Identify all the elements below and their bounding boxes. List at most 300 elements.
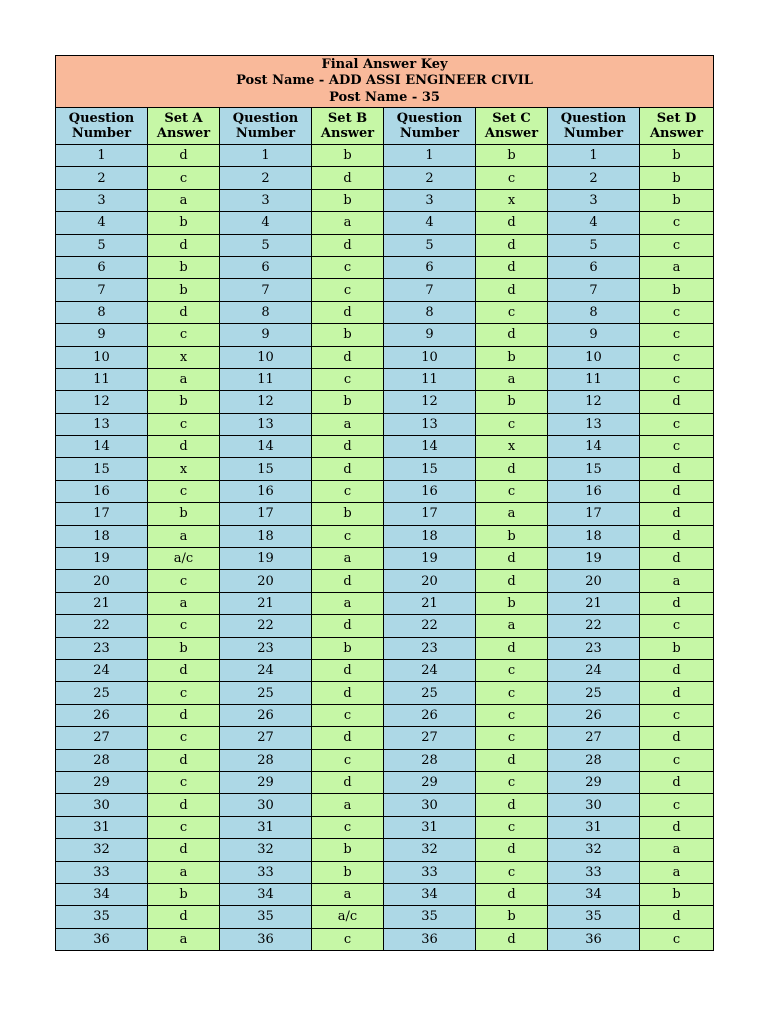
question-number-cell: 15	[384, 458, 476, 480]
question-number-cell: 7	[384, 279, 476, 301]
set-d-answer-cell: d	[640, 592, 714, 614]
question-number-cell: 27	[384, 727, 476, 749]
set-b-answer-cell: c	[312, 256, 384, 278]
set-c-answer-cell: c	[476, 413, 548, 435]
set-a-answer-cell: c	[148, 615, 220, 637]
question-number-cell: 12	[220, 391, 312, 413]
question-number-cell: 35	[56, 906, 148, 928]
question-number-cell: 32	[384, 839, 476, 861]
question-number-cell: 33	[56, 861, 148, 883]
question-number-cell: 12	[384, 391, 476, 413]
set-c-answer-cell: d	[476, 212, 548, 234]
question-number-cell: 19	[220, 548, 312, 570]
set-a-answer-cell: b	[148, 883, 220, 905]
set-d-answer-cell: c	[640, 615, 714, 637]
set-c-answer-cell: b	[476, 592, 548, 614]
set-b-answer-cell: d	[312, 458, 384, 480]
set-c-answer-cell: d	[476, 279, 548, 301]
set-b-answer-cell: d	[312, 346, 384, 368]
table-row	[56, 637, 714, 659]
question-number-cell: 6	[384, 256, 476, 278]
set-a-answer-cell: c	[148, 413, 220, 435]
set-b-answer-cell: c	[312, 928, 384, 950]
question-number-cell: 4	[384, 212, 476, 234]
set-a-answer-cell: b	[148, 279, 220, 301]
set-b-answer-cell: b	[312, 145, 384, 167]
set-d-answer-cell: c	[640, 749, 714, 771]
set-a-answer-cell: b	[148, 256, 220, 278]
set-c-answer-cell: d	[476, 324, 548, 346]
title-line-2: Post Name - ADD ASSI ENGINEER CIVIL	[236, 73, 533, 89]
question-number-cell: 6	[220, 256, 312, 278]
question-number-cell: 26	[56, 704, 148, 726]
set-d-answer-cell: a	[640, 570, 714, 592]
set-d-answer-cell: c	[640, 234, 714, 256]
question-number-cell: 19	[384, 548, 476, 570]
question-number-cell: 11	[220, 368, 312, 390]
question-number-cell: 11	[548, 368, 640, 390]
question-number-cell: 5	[548, 234, 640, 256]
set-b-answer-cell: c	[312, 279, 384, 301]
set-b-answer-cell: a/c	[312, 906, 384, 928]
answer-key-table	[55, 55, 714, 951]
set-b-answer-cell: a	[312, 883, 384, 905]
set-a-answer-cell: x	[148, 458, 220, 480]
question-number-cell: 19	[548, 548, 640, 570]
question-number-cell: 17	[220, 503, 312, 525]
table-row	[56, 212, 714, 234]
set-d-answer-cell: d	[640, 391, 714, 413]
set-a-answer-cell: d	[148, 301, 220, 323]
set-c-answer-cell: c	[476, 816, 548, 838]
set-a-answer-cell: b	[148, 391, 220, 413]
table-row	[56, 145, 714, 167]
set-c-answer-cell: d	[476, 234, 548, 256]
header-set-c-answer: Set C Answer	[476, 108, 548, 145]
question-number-cell: 9	[384, 324, 476, 346]
question-number-cell: 14	[56, 436, 148, 458]
question-number-cell: 4	[548, 212, 640, 234]
set-c-answer-cell: c	[476, 167, 548, 189]
question-number-cell: 1	[548, 145, 640, 167]
question-number-cell: 36	[56, 928, 148, 950]
question-number-cell: 9	[548, 324, 640, 346]
table-row	[56, 659, 714, 681]
question-number-cell: 33	[384, 861, 476, 883]
question-number-cell: 8	[548, 301, 640, 323]
set-b-answer-cell: d	[312, 436, 384, 458]
question-number-cell: 15	[56, 458, 148, 480]
set-d-answer-cell: d	[640, 480, 714, 502]
table-row	[56, 503, 714, 525]
question-number-cell: 1	[56, 145, 148, 167]
question-number-cell: 18	[548, 525, 640, 547]
question-number-cell: 2	[56, 167, 148, 189]
set-c-answer-cell: d	[476, 794, 548, 816]
question-number-cell: 25	[384, 682, 476, 704]
table-row	[56, 189, 714, 211]
question-number-cell: 33	[220, 861, 312, 883]
question-number-cell: 1	[384, 145, 476, 167]
question-number-cell: 31	[56, 816, 148, 838]
question-number-cell: 14	[384, 436, 476, 458]
question-number-cell: 18	[384, 525, 476, 547]
set-a-answer-cell: c	[148, 570, 220, 592]
question-number-cell: 4	[220, 212, 312, 234]
question-number-cell: 27	[56, 727, 148, 749]
set-c-answer-cell: d	[476, 637, 548, 659]
set-a-answer-cell: c	[148, 480, 220, 502]
question-number-cell: 6	[56, 256, 148, 278]
set-b-answer-cell: b	[312, 189, 384, 211]
question-number-cell: 36	[384, 928, 476, 950]
set-a-answer-cell: d	[148, 145, 220, 167]
set-a-answer-cell: b	[148, 212, 220, 234]
set-c-answer-cell: d	[476, 256, 548, 278]
set-c-answer-cell: b	[476, 906, 548, 928]
table-row	[56, 234, 714, 256]
header-question-number: Question Number	[56, 108, 148, 145]
question-number-cell: 22	[548, 615, 640, 637]
header-set-a-answer: Set A Answer	[148, 108, 220, 145]
question-number-cell: 29	[56, 771, 148, 793]
set-a-answer-cell: c	[148, 324, 220, 346]
question-number-cell: 9	[56, 324, 148, 346]
set-d-answer-cell: d	[640, 525, 714, 547]
set-a-answer-cell: a	[148, 525, 220, 547]
set-a-answer-cell: c	[148, 167, 220, 189]
set-a-answer-cell: d	[148, 749, 220, 771]
set-c-answer-cell: c	[476, 301, 548, 323]
question-number-cell: 15	[220, 458, 312, 480]
table-row	[56, 391, 714, 413]
table-row	[56, 480, 714, 502]
set-b-answer-cell: a	[312, 592, 384, 614]
question-number-cell: 30	[384, 794, 476, 816]
question-number-cell: 34	[548, 883, 640, 905]
question-number-cell: 21	[384, 592, 476, 614]
set-c-answer-cell: d	[476, 883, 548, 905]
set-b-answer-cell: d	[312, 301, 384, 323]
question-number-cell: 26	[220, 704, 312, 726]
table-row	[56, 346, 714, 368]
question-number-cell: 35	[548, 906, 640, 928]
set-a-answer-cell: d	[148, 906, 220, 928]
question-number-cell: 29	[548, 771, 640, 793]
set-b-answer-cell: b	[312, 391, 384, 413]
question-number-cell: 18	[56, 525, 148, 547]
set-c-answer-cell: d	[476, 458, 548, 480]
question-number-cell: 3	[384, 189, 476, 211]
question-number-cell: 9	[220, 324, 312, 346]
set-a-answer-cell: a	[148, 189, 220, 211]
question-number-cell: 16	[56, 480, 148, 502]
question-number-cell: 31	[220, 816, 312, 838]
table-title	[56, 56, 714, 108]
question-number-cell: 30	[220, 794, 312, 816]
question-number-cell: 16	[220, 480, 312, 502]
set-d-answer-cell: d	[640, 503, 714, 525]
question-number-cell: 19	[56, 548, 148, 570]
header-question-number: Question Number	[220, 108, 312, 145]
question-number-cell: 11	[56, 368, 148, 390]
set-a-answer-cell: c	[148, 816, 220, 838]
table-row	[56, 861, 714, 883]
question-number-cell: 1	[220, 145, 312, 167]
set-d-answer-cell: d	[640, 771, 714, 793]
set-a-answer-cell: a	[148, 368, 220, 390]
table-row	[56, 883, 714, 905]
question-number-cell: 33	[548, 861, 640, 883]
table-row	[56, 816, 714, 838]
question-number-cell: 10	[384, 346, 476, 368]
question-number-cell: 14	[548, 436, 640, 458]
set-d-answer-cell: b	[640, 883, 714, 905]
set-a-answer-cell: d	[148, 704, 220, 726]
set-c-answer-cell: x	[476, 189, 548, 211]
question-number-cell: 29	[384, 771, 476, 793]
question-number-cell: 28	[220, 749, 312, 771]
set-a-answer-cell: c	[148, 682, 220, 704]
set-c-answer-cell: c	[476, 682, 548, 704]
table-row	[56, 413, 714, 435]
set-d-answer-cell: a	[640, 861, 714, 883]
set-d-answer-cell: b	[640, 637, 714, 659]
question-number-cell: 23	[220, 637, 312, 659]
set-d-answer-cell: d	[640, 816, 714, 838]
set-c-answer-cell: d	[476, 749, 548, 771]
question-number-cell: 10	[548, 346, 640, 368]
question-number-cell: 31	[384, 816, 476, 838]
question-number-cell: 28	[384, 749, 476, 771]
table-row	[56, 436, 714, 458]
question-number-cell: 2	[220, 167, 312, 189]
set-b-answer-cell: c	[312, 704, 384, 726]
set-a-answer-cell: d	[148, 234, 220, 256]
set-d-answer-cell: b	[640, 167, 714, 189]
table-row	[56, 256, 714, 278]
set-c-answer-cell: b	[476, 391, 548, 413]
set-a-answer-cell: d	[148, 839, 220, 861]
set-a-answer-cell: a	[148, 928, 220, 950]
header-set-b-answer: Set B Answer	[312, 108, 384, 145]
set-d-answer-cell: c	[640, 212, 714, 234]
set-a-answer-cell: b	[148, 637, 220, 659]
question-number-cell: 21	[548, 592, 640, 614]
table-row	[56, 368, 714, 390]
question-number-cell: 8	[384, 301, 476, 323]
set-a-answer-cell: b	[148, 503, 220, 525]
set-c-answer-cell: c	[476, 727, 548, 749]
set-b-answer-cell: d	[312, 570, 384, 592]
question-number-cell: 36	[220, 928, 312, 950]
set-b-answer-cell: a	[312, 212, 384, 234]
question-number-cell: 31	[548, 816, 640, 838]
set-d-answer-cell: c	[640, 794, 714, 816]
question-number-cell: 10	[56, 346, 148, 368]
set-b-answer-cell: b	[312, 637, 384, 659]
question-number-cell: 15	[548, 458, 640, 480]
set-b-answer-cell: d	[312, 615, 384, 637]
set-a-answer-cell: c	[148, 727, 220, 749]
set-c-answer-cell: a	[476, 615, 548, 637]
question-number-cell: 2	[548, 167, 640, 189]
table-row	[56, 749, 714, 771]
set-b-answer-cell: b	[312, 324, 384, 346]
set-b-answer-cell: b	[312, 861, 384, 883]
set-a-answer-cell: a	[148, 592, 220, 614]
set-c-answer-cell: d	[476, 928, 548, 950]
question-number-cell: 12	[56, 391, 148, 413]
set-a-answer-cell: x	[148, 346, 220, 368]
set-c-answer-cell: c	[476, 704, 548, 726]
question-number-cell: 32	[220, 839, 312, 861]
set-c-answer-cell: c	[476, 659, 548, 681]
question-number-cell: 2	[384, 167, 476, 189]
set-d-answer-cell: d	[640, 682, 714, 704]
set-b-answer-cell: a	[312, 548, 384, 570]
table-row	[56, 727, 714, 749]
table-row	[56, 167, 714, 189]
table-row	[56, 615, 714, 637]
question-number-cell: 28	[56, 749, 148, 771]
question-number-cell: 26	[384, 704, 476, 726]
set-d-answer-cell: d	[640, 458, 714, 480]
set-c-answer-cell: d	[476, 570, 548, 592]
question-number-cell: 30	[56, 794, 148, 816]
set-d-answer-cell: d	[640, 548, 714, 570]
title-line-1: Final Answer Key	[321, 56, 448, 72]
set-d-answer-cell: b	[640, 145, 714, 167]
question-number-cell: 5	[384, 234, 476, 256]
set-b-answer-cell: c	[312, 749, 384, 771]
set-d-answer-cell: c	[640, 346, 714, 368]
set-c-answer-cell: b	[476, 525, 548, 547]
question-number-cell: 16	[548, 480, 640, 502]
set-c-answer-cell: a	[476, 368, 548, 390]
question-number-cell: 23	[56, 637, 148, 659]
header-set-d-answer: Set D Answer	[640, 108, 714, 145]
column-header-row	[56, 108, 714, 145]
table-row	[56, 301, 714, 323]
question-number-cell: 25	[56, 682, 148, 704]
question-number-cell: 3	[56, 189, 148, 211]
question-number-cell: 23	[384, 637, 476, 659]
set-c-answer-cell: c	[476, 861, 548, 883]
table-row	[56, 771, 714, 793]
set-d-answer-cell: d	[640, 659, 714, 681]
title-line-3: Post Name - 35	[329, 89, 440, 105]
table-row	[56, 548, 714, 570]
question-number-cell: 24	[384, 659, 476, 681]
question-number-cell: 24	[56, 659, 148, 681]
set-d-answer-cell: a	[640, 256, 714, 278]
set-c-answer-cell: c	[476, 480, 548, 502]
question-number-cell: 26	[548, 704, 640, 726]
table-row	[56, 570, 714, 592]
table-row	[56, 525, 714, 547]
question-number-cell: 34	[220, 883, 312, 905]
question-number-cell: 22	[56, 615, 148, 637]
question-number-cell: 17	[56, 503, 148, 525]
question-number-cell: 4	[56, 212, 148, 234]
set-a-answer-cell: a/c	[148, 548, 220, 570]
question-number-cell: 3	[548, 189, 640, 211]
question-number-cell: 21	[220, 592, 312, 614]
set-b-answer-cell: c	[312, 480, 384, 502]
question-number-cell: 5	[56, 234, 148, 256]
question-number-cell: 22	[384, 615, 476, 637]
set-b-answer-cell: c	[312, 368, 384, 390]
set-d-answer-cell: c	[640, 301, 714, 323]
question-number-cell: 36	[548, 928, 640, 950]
set-d-answer-cell: c	[640, 928, 714, 950]
question-number-cell: 12	[548, 391, 640, 413]
set-c-answer-cell: c	[476, 771, 548, 793]
set-a-answer-cell: d	[148, 659, 220, 681]
set-b-answer-cell: d	[312, 234, 384, 256]
set-b-answer-cell: c	[312, 525, 384, 547]
table-row	[56, 458, 714, 480]
table-row	[56, 324, 714, 346]
set-d-answer-cell: b	[640, 189, 714, 211]
question-number-cell: 8	[56, 301, 148, 323]
set-c-answer-cell: x	[476, 436, 548, 458]
question-number-cell: 16	[384, 480, 476, 502]
question-number-cell: 13	[548, 413, 640, 435]
question-number-cell: 18	[220, 525, 312, 547]
set-a-answer-cell: d	[148, 794, 220, 816]
question-number-cell: 29	[220, 771, 312, 793]
question-number-cell: 20	[384, 570, 476, 592]
question-number-cell: 10	[220, 346, 312, 368]
set-c-answer-cell: b	[476, 346, 548, 368]
set-d-answer-cell: c	[640, 413, 714, 435]
set-d-answer-cell: d	[640, 727, 714, 749]
answer-rows	[56, 145, 714, 951]
set-c-answer-cell: a	[476, 503, 548, 525]
header-question-number: Question Number	[548, 108, 640, 145]
table-row	[56, 682, 714, 704]
set-b-answer-cell: a	[312, 413, 384, 435]
table-row	[56, 928, 714, 950]
question-number-cell: 17	[384, 503, 476, 525]
set-d-answer-cell: a	[640, 839, 714, 861]
table-row	[56, 592, 714, 614]
set-c-answer-cell: d	[476, 839, 548, 861]
question-number-cell: 34	[384, 883, 476, 905]
question-number-cell: 7	[220, 279, 312, 301]
question-number-cell: 5	[220, 234, 312, 256]
question-number-cell: 21	[56, 592, 148, 614]
table-row	[56, 279, 714, 301]
set-b-answer-cell: b	[312, 839, 384, 861]
question-number-cell: 14	[220, 436, 312, 458]
question-number-cell: 24	[548, 659, 640, 681]
question-number-cell: 20	[220, 570, 312, 592]
set-d-answer-cell: c	[640, 704, 714, 726]
question-number-cell: 25	[548, 682, 640, 704]
question-number-cell: 7	[548, 279, 640, 301]
question-number-cell: 8	[220, 301, 312, 323]
table-row	[56, 906, 714, 928]
question-number-cell: 32	[548, 839, 640, 861]
question-number-cell: 28	[548, 749, 640, 771]
question-number-cell: 20	[56, 570, 148, 592]
table-row	[56, 704, 714, 726]
question-number-cell: 17	[548, 503, 640, 525]
header-question-number: Question Number	[384, 108, 476, 145]
